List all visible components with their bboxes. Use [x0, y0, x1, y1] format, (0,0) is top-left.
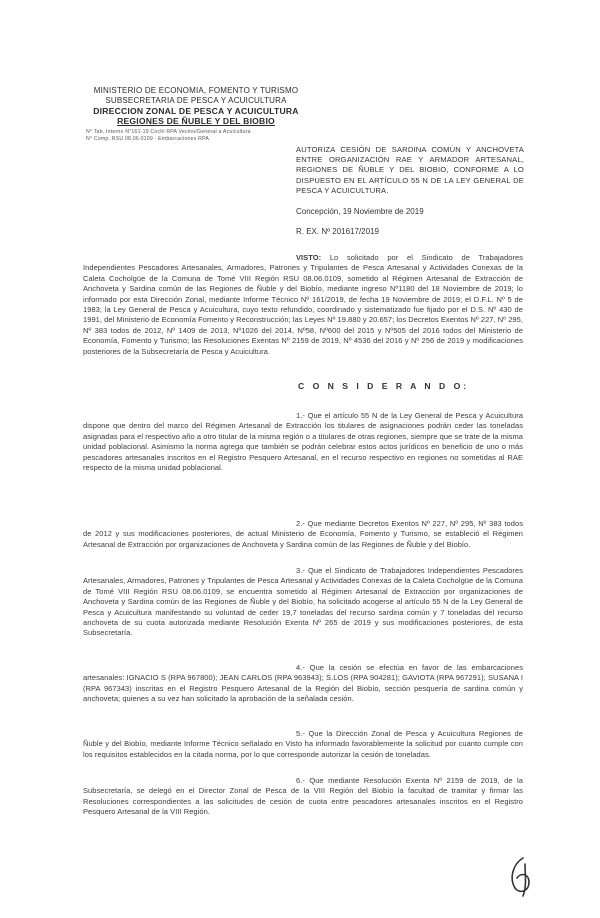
- header-regions: REGIONES DE ÑUBLE Y DEL BIOBIO: [117, 116, 275, 126]
- header-zonal-direction: DIRECCION ZONAL DE PESCA Y ACUICULTURA: [93, 106, 299, 116]
- considerando-5: 5.- Que la Dirección Zonal de Pesca y Acuicultura Regiones de Ñuble y del Biobío, mediante Informe Técnico señalado en Visto ha informado favorablemente la solicitud por cuanto cumple con los requisitos establecidos en la citada norma, por lo que corresponde autorizar la cesión de toneladas.: [83, 729, 523, 759]
- place-date: Concepción, 19 Noviembre de 2019: [296, 207, 424, 216]
- letterhead: [86, 86, 306, 143]
- resolution-subject: AUTORIZA CESIÓN DE SARDINA COMÚN Y ANCHOVETA ENTRE ORGANIZACIÓN RAE Y ARMADOR ARTESANAL, REGIONES DE ÑUBLE Y DEL BIOBIO, CONFORME A LO DISPUESTO EN EL ARTÍCULO 55 N DE LA LEY GENERAL DE PESCA Y ACUICULTURA.: [296, 145, 524, 195]
- considerando-3: 3.- Que el Sindicato de Trabajadores Independientes Pescadores Artesanales, Armadores, Patrones y Tripulantes de Pesca Artesanal y Actividades Conexas de la Caleta Cocholgüe de la Comuna de Tomé VIII Región RSU 08.06.0109, se encuentra sometido al Régimen Artesanal de Extracción por organizaciones de Anchoveta y Sardina común de las Regiones de Ñuble y del Biobío, ha solicitado acogerse al artículo 55 N de la Ley General de Pesca y Acuicultura manifestando su voluntad de ceder 19,7 toneladas del recurso sardina común y 7 toneladas del recurso anchoveta de su cuota autorizada mediante Resolución Exenta Nº 265 de 2019 y sus modificaciones posteriores, de esta Subsecretaría.: [83, 566, 523, 638]
- visto-paragraph: [83, 253, 523, 357]
- considerando-4: 4.- Que la cesión se efectúa en favor de las embarcaciones artesanales: IGNACIO S (RPA 967800); JEAN CARLOS (RPA 963943); S.LOS (RPA 904281); GAVIOTA (RPA 967291); SUSANA I (RPA 967343) inscritas en el Registro Pesquero Artesanal de la Región del Biobío, sección pesquería de sardina común y anchoveta; quienes a su vez han solicitado la aprobación de la señalada cesión.: [83, 663, 523, 704]
- visto-text: Lo solicitado por el Sindicato de Trabajadores Independientes Pescadores Artesanales, Armadores, Patrones y Tripulantes de Pesca Artesanal y Actividades Conexas de la Caleta Cocholgüe de la Comuna de Tomé VIII Región RSU 08.06.0109, sometido al Régimen Artesanal de Extracción de Anchoveta y Sardina común de las Regiones de Ñuble y del Biobío, mediante ingreso Nº1180 del 18 Noviembre de 2019; lo informado por esta Dirección Zonal, mediante Informe Técnico Nº 161/2019, de fecha 19 Noviembre de 2019; el D.F.L. Nº 5 de 1983; la Ley General de Pesca y Acuicultura, cuyo texto refundido, coordinado y sistematizado fue fijado por el D.S. Nº 430 de 1991, del Ministerio de Economía Fomento y Reconstrucción; las Leyes Nº 19.880 y 20.657; los Decretos Exentos Nº 227, Nº 295, Nº 383 todos de 2012, Nº 1409 de 2013, Nº1026 del 2014, Nº58, Nº600 del 2015 y Nº505 del 2016 todos del Ministerio de Economía, Fomento y Turismo; las Resoluciones Exentas Nº 2159 de 2019, Nº 4536 del 2016 y Nº 256 de 2019 y modificaciones posteriores de la Subsecretaría de Pesca y Acuicultura.: [83, 253, 523, 356]
- considerando-title: C O N S I D E R A N D O:: [298, 381, 470, 391]
- considerando-2: 2.- Que mediante Decretos Exentos Nº 227, Nº 295, Nº 383 todos de 2012 y sus modificaciones posteriores, de actual Ministerio de Economía, Fomento y Turismo, se estableció el Régimen Artesanal de Extracción por organizaciones de Anchoveta y Sardina común de las Regiones de Ñuble y del Biobío.: [83, 519, 523, 549]
- handwritten-signature: [503, 854, 537, 898]
- visto-label: VISTO:: [296, 253, 322, 262]
- resolution-number: R. EX. Nº 201617/2019: [296, 227, 379, 236]
- considerando-1: 1.- Que el artículo 55 N de la Ley General de Pesca y Acuicultura dispone que dentro del marco del Régimen Artesanal de Extracción los titulares de asignaciones podrán ceder las toneladas asignadas para el respectivo año a otro titular de la misma región o a titulares de otras regiones, siempre que se trate de la misma unidad poblacional. Asimismo la norma agrega que también se podrán celebrar estos actos jurídicos en beneficio de uno o más pescadores artesanales inscritos en el Registro Pesquero Artesanal, en el recurso respectivo en regiones no sometidas al RAE respecto de la misma unidad poblacional.: [83, 411, 523, 473]
- considerando-6: 6.- Que mediante Resolución Exenta Nº 2159 de 2019, de la Subsecretaría, se delegó en el Director Zonal de Pesca de la VIII Región del Biobío la facultad de tramitar y firmar las Resoluciones correspondientes a las solicitudes de cesión de cuota entre pescadores artesanales inscritos en el Registro Pesquero Artesanal de la VIII Región.: [83, 776, 523, 817]
- header-ministry: MINISTERIO DE ECONOMIA, FOMENTO Y TURISMO: [93, 86, 299, 95]
- header-reference-1: N° Tab. Interno N°161-19 Cochi RPA Vecino/General a Acuicultura: [86, 129, 251, 135]
- header-reference-2: N° Comp. RSU 08.06.0109 · Embarcaciones RPA: [86, 136, 210, 142]
- header-subsecretary: SUBSECRETARIA DE PESCA Y ACUICULTURA: [105, 96, 287, 105]
